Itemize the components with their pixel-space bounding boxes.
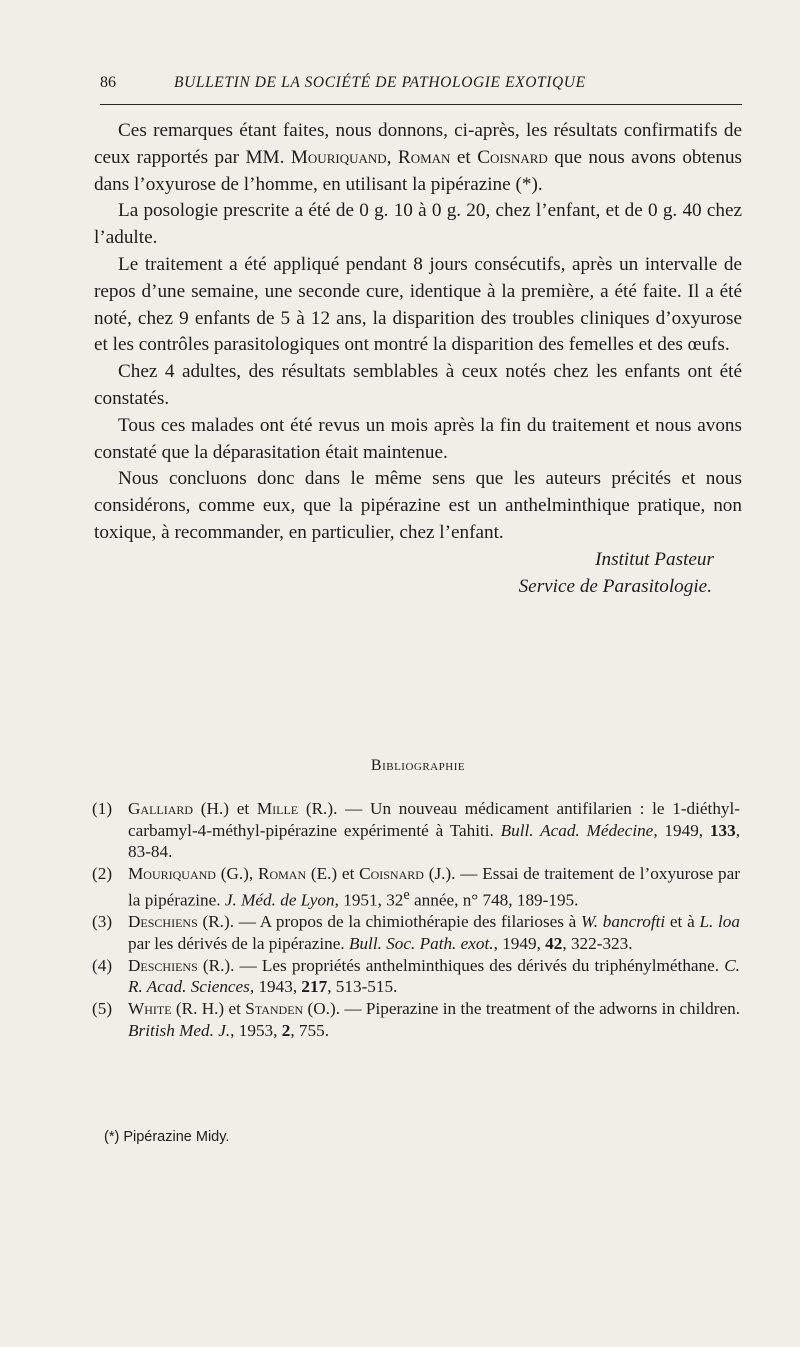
- paragraph-3: Le traitement a été appliqué pendant 8 jours consécutifs, après un intervalle de repos d’une semaine, une seconde cure, identique à la première, a été faite. Il a été noté, chez 9 enfants de 5 à 12 ans, la disparition des troubles cliniques d’oxyurose et les contrôles parasitologiques ont montré la disparition des femelles et des œufs.: [94, 253, 742, 356]
- reference-author: Standen: [245, 999, 304, 1019]
- reference-author: Deschiens: [128, 955, 198, 975]
- reference-title: Piperazine in the treatment of the adworns in children.: [365, 999, 740, 1019]
- reference-journal: C. R. Acad. Sciences: [128, 955, 740, 997]
- reference-journal: Bull. Acad. Médecine: [500, 820, 654, 840]
- reference-title: Les propriétés anthelminthiques des dérivés du triphénylméthane.: [261, 955, 725, 975]
- reference-author-initials: (O.). —: [303, 999, 366, 1019]
- reference-number: (2): [92, 864, 113, 883]
- reference-year: , 1943,: [249, 977, 302, 997]
- reference-species: W. bancrofti: [581, 912, 666, 932]
- signature-institution: Institut Pasteur: [595, 548, 714, 570]
- reference-title: Essai de traitement de l’oxyurose par la pipérazine.: [128, 864, 740, 910]
- reference-year: , 1949,: [493, 933, 546, 953]
- reference-author-initials: (G.),: [215, 864, 258, 883]
- author-mouriquand: Mouriquand: [290, 146, 387, 168]
- reference-author: Mille: [256, 799, 299, 818]
- footnote: (*) Pipérazine Midy.: [104, 1129, 230, 1145]
- reference-pages: année, n° 748, 189-195.: [409, 890, 579, 910]
- reference-1: [92, 798, 740, 863]
- p1-text-d: que nous avons obtenus dans l’oxyurose de l’homme, en utilisant la pipérazine (*).: [94, 146, 743, 195]
- reference-author: Deschiens: [128, 912, 198, 932]
- paragraph-2: La posologie prescrite a été de 0 g. 10 à 0 g. 20, chez l’enfant, et de 0 g. 40 chez l’adulte.: [94, 200, 742, 249]
- reference-author: Coisnard: [359, 864, 424, 883]
- reference-number: (3): [92, 912, 113, 932]
- reference-species: L. loa: [699, 912, 740, 932]
- reference-pages: , 755.: [290, 1020, 329, 1040]
- reference-author-initials: (J.). —: [423, 864, 483, 883]
- reference-title: A propos de la chimiothérapie des filarioses à: [259, 912, 582, 932]
- reference-title: Un nouveau médicament antifilarien : le 1-diéthyl-carbamyl-4-méthyl-pipérazine expérimenté à Tahiti.: [128, 799, 741, 840]
- reference-journal: Bull. Soc. Path. exot.: [348, 933, 494, 953]
- reference-author: White: [128, 999, 172, 1019]
- reference-year: , 1949,: [653, 820, 710, 840]
- reference-author: Roman: [257, 864, 307, 883]
- reference-year: , 1951, 32: [334, 890, 404, 910]
- author-roman: Roman: [397, 146, 451, 168]
- page-number: 86: [100, 74, 116, 91]
- reference-3: [92, 911, 740, 954]
- reference-superscript: e: [403, 886, 410, 903]
- running-header: [100, 74, 742, 98]
- reference-volume: 217: [301, 977, 328, 997]
- reference-author-initials: (R. H.) et: [171, 999, 246, 1019]
- paragraph-1: [94, 118, 742, 198]
- p1-text-b: ,: [386, 146, 398, 168]
- reference-number: (4): [92, 955, 113, 975]
- reference-author: Galliard: [128, 799, 194, 818]
- header-rule: [100, 104, 742, 105]
- reference-author-initials: (R.). —: [197, 912, 260, 932]
- paragraph-4: Chez 4 adultes, des résultats semblables à ceux notés chez les enfants ont été constatés.: [94, 361, 742, 409]
- reference-author-initials: (H.) et: [193, 799, 257, 818]
- reference-year: , 1953,: [230, 1020, 282, 1040]
- reference-author-initials: (E.) et: [306, 864, 360, 883]
- reference-number: (1): [92, 799, 113, 818]
- signature-department: Service de Parasitologie.: [518, 575, 712, 597]
- p1-text-c: et: [450, 146, 478, 168]
- reference-title: par les dérivés de la pipérazine.: [128, 933, 349, 953]
- reference-pages: , 513-515.: [327, 977, 398, 997]
- article-body: [94, 118, 742, 600]
- reference-title: et à: [665, 912, 700, 932]
- reference-volume: 42: [545, 933, 563, 953]
- bibliography-list: [92, 798, 740, 1042]
- bibliography-heading: Bibliographie: [370, 757, 466, 774]
- reference-4: [92, 955, 740, 998]
- reference-volume: 2: [281, 1020, 291, 1040]
- reference-author: Mouriquand: [128, 864, 216, 883]
- reference-volume: 133: [709, 820, 736, 840]
- reference-author-initials: (R.). —: [197, 955, 262, 975]
- reference-journal: J. Méd. de Lyon: [224, 890, 335, 910]
- author-coisnard: Coisnard: [477, 146, 548, 168]
- reference-author-initials: (R.). —: [298, 799, 371, 818]
- p1-text-a: Ces remarques étant faites, nous donnons, ci-après, les résultats confirmatifs de ceux rapportés par MM.: [94, 120, 742, 168]
- reference-number: (5): [92, 999, 113, 1019]
- reference-5: [92, 998, 740, 1041]
- reference-pages: , 322-323.: [562, 933, 633, 953]
- reference-pages: , 83-84.: [128, 820, 740, 861]
- reference-2: [92, 863, 740, 911]
- paragraph-6: Nous concluons donc dans le même sens que les auteurs précités et nous considérons, comme eux, que la pipérazine est un anthelminthique pratique, non toxique, à recommander, en particulier, chez l’enfant.: [94, 468, 742, 543]
- paragraph-5: Tous ces malades ont été revus un mois après la fin du traitement et nous avons constaté que la déparasitation était maintenue.: [94, 414, 742, 463]
- reference-journal: British Med. J.: [128, 1020, 231, 1040]
- running-title: BULLETIN DE LA SOCIÉTÉ DE PATHOLOGIE EXOTIQUE: [174, 74, 586, 91]
